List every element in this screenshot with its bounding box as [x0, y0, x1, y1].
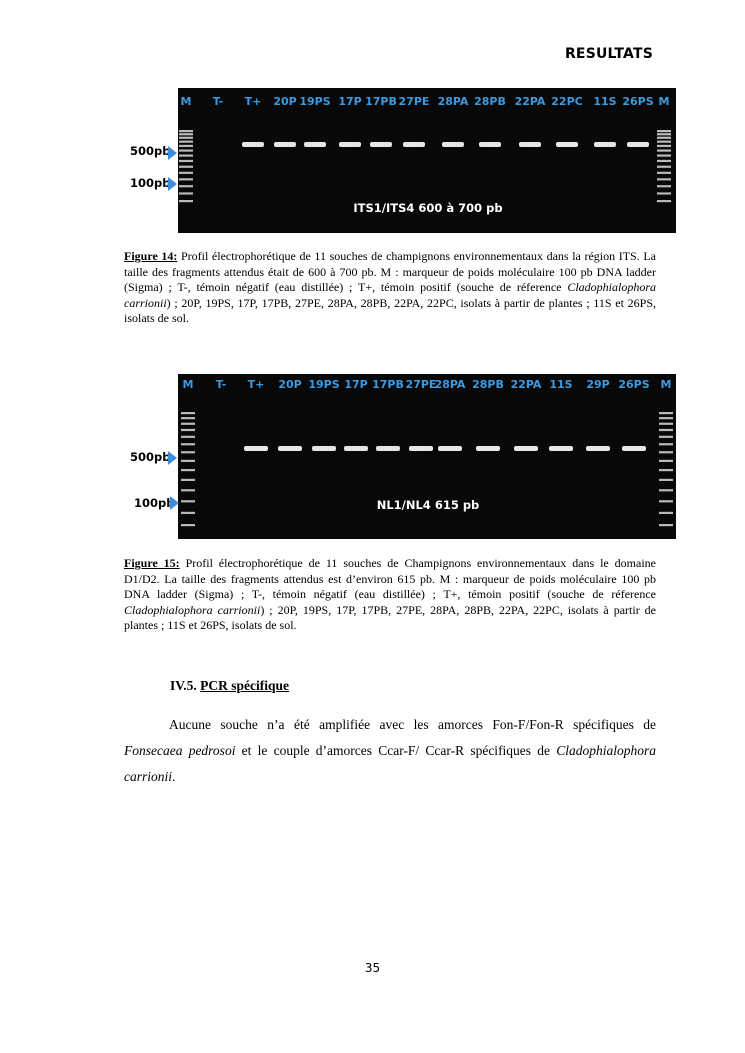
marker-100pb-arrow-icon — [168, 177, 177, 191]
lane-label-m: M — [660, 378, 672, 391]
body-paragraph — [124, 712, 656, 790]
figure-14-label: Figure 14: — [124, 249, 178, 263]
marker-500pb-arrow-icon — [168, 451, 177, 465]
section-number: IV.5. — [170, 678, 201, 693]
lane-label-20p: 20P — [273, 95, 297, 108]
dna-band-28pb — [479, 142, 501, 147]
figure-14-text-b: ) ; 20P, 19PS, 17P, 17PB, 27PE, 28PA, 28PB, 22PA, 22PC, isolats à partir de plantes ; 11S et 26PS, isolats de sol. — [124, 295, 656, 325]
lane-label-11s: 11S — [593, 95, 617, 108]
gel-image-its-svg — [178, 88, 676, 233]
figure-15-species: Cladophialophora carrionii — [124, 602, 261, 617]
paragraph-text-b: et le couple d’amorces Ccar-F/ Ccar-R spécifiques de — [235, 743, 557, 758]
paragraph-text-a: Aucune souche n’a été amplifiée avec les amorces Fon-F/Fon-R spécifiques de — [169, 717, 656, 732]
gel-image-d1d2 — [178, 374, 676, 539]
dna-band-22pc — [556, 142, 578, 147]
section-heading — [170, 678, 289, 694]
lane-label-26ps: 26PS — [618, 378, 650, 391]
marker-500pb-label: 500pb — [130, 450, 171, 464]
dna-band-19ps — [304, 142, 326, 147]
figure-15-text-b: ) ; 20P, 19PS, 17P, 17PB, 27PE, 28PA, 28PB, 22PA, 22PC, isolats à partir de plantes ; 11S et 26PS, isolats de sol. — [124, 602, 657, 632]
page-number: 35 — [364, 961, 381, 975]
lane-label-t-: T+ — [247, 378, 265, 391]
figure-14-species: Cladophialophora carrionii — [124, 280, 656, 310]
dna-band-t- — [244, 446, 268, 451]
dna-band-20p — [274, 142, 296, 147]
dna-band-t- — [242, 142, 264, 147]
dna-band-29p — [586, 446, 610, 451]
lane-label-m: M — [180, 95, 192, 108]
dna-band-11s — [594, 142, 616, 147]
lane-label-11s: 11S — [549, 378, 573, 391]
lane-label-m: M — [658, 95, 670, 108]
dna-band-17p — [339, 142, 361, 147]
lane-label-17p: 17P — [344, 378, 368, 391]
lane-label-m: M — [182, 378, 194, 391]
marker-500pb-label: 500pb — [130, 144, 171, 158]
lane-label-20p: 20P — [278, 378, 302, 391]
figure-14-text-a: Profil électrophorétique de 11 souches de champignons environnementaux dans la région ITS. La taille des fragments attendus était de 600 à 700 pb. M : marqueur de poids moléculaire 100 pb DNA ladder (Sigma) ; T-, témoin négatif (eau distillée) ; T+, témoin positif (souche de réference — [124, 249, 656, 294]
paragraph-species-a: Fonsecaea pedrosoi — [124, 743, 236, 758]
dna-band-26ps — [622, 446, 646, 451]
figure-14-caption — [124, 249, 656, 327]
gel-figure-15 — [130, 374, 678, 540]
primer-label: ITS1/ITS4 600 à 700 pb — [353, 201, 503, 215]
dna-band-17pb — [370, 142, 392, 147]
dna-band-11s — [549, 446, 573, 451]
dna-band-28pa — [442, 142, 464, 147]
marker-100pb-label: 100pb — [130, 176, 171, 190]
lane-label-22pa: 22PA — [514, 95, 546, 108]
primer-label: NL1/NL4 615 pb — [376, 498, 480, 512]
paragraph-text-c: . — [172, 769, 176, 784]
lane-label-28pb: 28PB — [474, 95, 506, 108]
lane-label-19ps: 19PS — [299, 95, 331, 108]
lane-label-17pb: 17PB — [372, 378, 404, 391]
lane-label-19ps: 19PS — [308, 378, 340, 391]
dna-band-17pb — [376, 446, 400, 451]
lane-label-27pe: 27PE — [405, 378, 437, 391]
lane-label-28pa: 28PA — [437, 95, 469, 108]
section-header: RESULTATS — [564, 46, 653, 62]
dna-band-28pa — [438, 446, 462, 451]
lane-label-t-: T+ — [244, 95, 262, 108]
lane-label-17pb: 17PB — [365, 95, 397, 108]
figure-15-text-a: Profil électrophorétique de 11 souches de Champignons environnementaux dans le domaine D1/D2. La taille des fragments attendus est d’environ 615 pb. M : marqueur de poids moléculaire 100 pb DNA ladder (Sigma) ; T-, témoin négatif (eau distillée) ; T+, témoin positif (souche de réference — [124, 556, 656, 601]
dna-band-17p — [344, 446, 368, 451]
gel-image-its — [178, 88, 676, 233]
lane-label-27pe: 27PE — [398, 95, 430, 108]
marker-500pb-arrow-icon — [168, 146, 177, 160]
lane-label-17p: 17P — [338, 95, 362, 108]
dna-band-27pe — [403, 142, 425, 147]
gel-figure-14 — [130, 88, 678, 234]
figure-15-label: Figure 15: — [124, 556, 180, 570]
lane-label-28pa: 28PA — [434, 378, 466, 391]
figure-15-caption — [124, 556, 656, 634]
lane-label-22pa: 22PA — [510, 378, 542, 391]
section-title: PCR spécifique — [200, 678, 290, 693]
gel-image-d1d2-svg — [178, 374, 676, 539]
dna-band-19ps — [312, 446, 336, 451]
dna-band-20p — [278, 446, 302, 451]
dna-band-26ps — [627, 142, 649, 147]
dna-band-22pa — [514, 446, 538, 451]
dna-band-28pb — [476, 446, 500, 451]
lane-label-t-: T- — [212, 95, 224, 108]
lane-label-22pc: 22PC — [551, 95, 583, 108]
lane-label-26ps: 26PS — [622, 95, 654, 108]
lane-label-t-: T- — [215, 378, 227, 391]
marker-100pb-label: 100pb — [134, 496, 175, 510]
dna-band-27pe — [409, 446, 433, 451]
lane-label-28pb: 28PB — [472, 378, 504, 391]
marker-100pb-arrow-icon — [170, 496, 179, 510]
lane-label-29p: 29P — [586, 378, 610, 391]
paragraph-species-b: Cladophialophora carrionii — [124, 743, 656, 784]
dna-band-22pa — [519, 142, 541, 147]
